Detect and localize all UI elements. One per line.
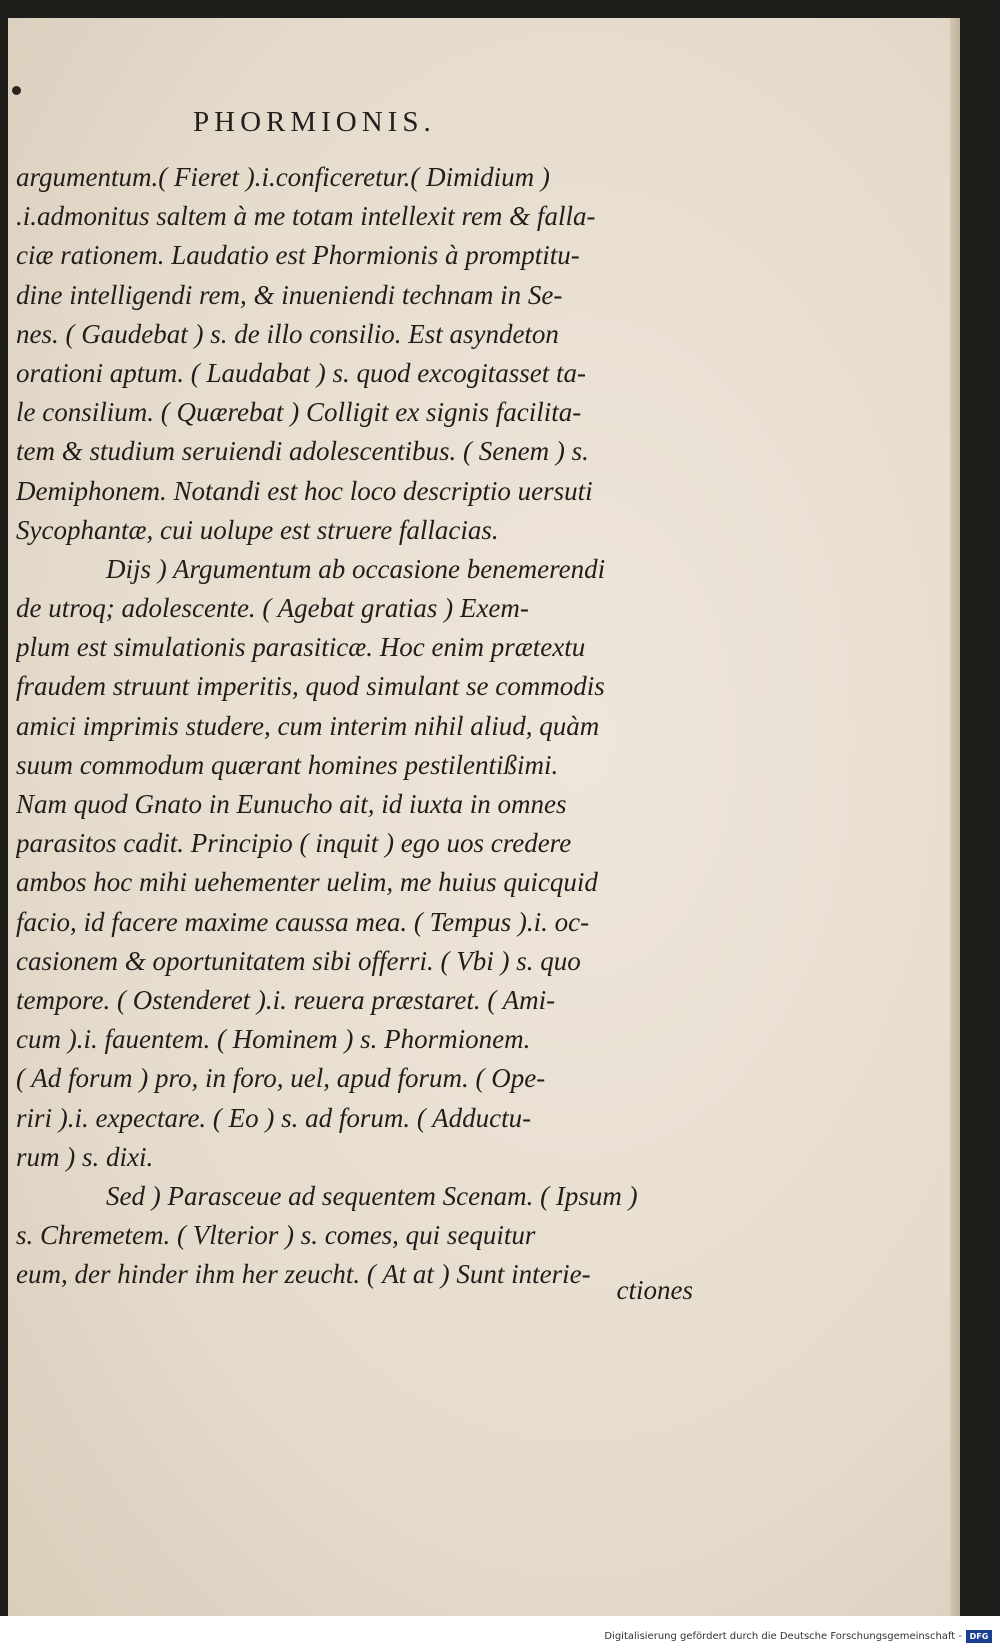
text-line: ciæ rationem. Laudatio est Phormionis à promptitu- [16, 240, 580, 271]
text-line: ambos hoc mihi uehementer uelim, me huius quicquid [16, 867, 598, 898]
text-line: tempore. ( Ostenderet ).i. reuera præstaret. ( Ami- [16, 984, 556, 1015]
text-line: .i.admonitus saltem à me totam intellexit rem & falla- [16, 201, 596, 232]
catchword: ctiones [616, 1275, 693, 1305]
text-line: orationi aptum. ( Laudabat ) s. quod excogitasset ta- [16, 357, 586, 388]
text-line: fraudem struunt imperitis, quod simulant se commodis [16, 671, 605, 702]
running-head: PHORMIONIS. [193, 106, 436, 138]
text-line: cum ).i. fauentem. ( Hominem ) s. Phormionem. [16, 1024, 531, 1055]
text-line: Sed ) Parasceue ad sequentem Scenam. ( Ipsum ) [106, 1180, 638, 1211]
text-line: eum, der hinder ihm her zeucht. ( At at ) Sunt interie- [16, 1259, 591, 1290]
text-line: rum ) s. dixi. [16, 1141, 154, 1172]
text-line: suum commodum quærant homines pestilentißimi. [16, 749, 559, 780]
text-line: Demiphonem. Notandi est hoc loco descriptio uersuti [16, 475, 593, 506]
text-line: ( Ad forum ) pro, in foro, uel, apud forum. ( Ope- [16, 1063, 546, 1094]
text-line: amici imprimis studere, cum interim nihil aliud, quàm [16, 710, 600, 741]
scanned-page [8, 18, 960, 1616]
text-line: Dijs ) Argumentum ab occasione benemerendi [106, 553, 606, 584]
funding-notice: Digitalisierung gefördert durch die Deutsche Forschungsgemeinschaft - [604, 1631, 962, 1642]
page-edge [950, 18, 960, 1616]
text-line: le consilium. ( Quærebat ) Colligit ex signis facilita- [16, 397, 582, 428]
text-line: Sycophantæ, cui uolupe est struere fallacias. [16, 514, 499, 545]
margin-mark [12, 86, 21, 95]
text-line: tem & studium seruiendi adolescentibus. ( Senem ) s. [16, 436, 589, 467]
body-text [16, 158, 696, 1294]
text-line: parasitos cadit. Principio ( inquit ) ego uos credere [16, 828, 572, 859]
footer-bar [0, 1616, 1000, 1649]
text-line: plum est simulationis parasiticæ. Hoc enim prætextu [16, 632, 586, 663]
text-line: casionem & oportunitatem sibi offerri. ( Vbi ) s. quo [16, 945, 581, 976]
text-line: riri ).i. expectare. ( Eo ) s. ad forum. ( Adductu- [16, 1102, 532, 1133]
text-line: nes. ( Gaudebat ) s. de illo consilio. Est asyndeton [16, 318, 559, 349]
dfg-logo: DFG [966, 1630, 992, 1643]
text-line: Nam quod Gnato in Eunucho ait, id iuxta in omnes [16, 789, 567, 819]
text-line: argumentum.( Fieret ).i.conficeretur.( Dimidium ) [16, 162, 550, 192]
text-line: s. Chremetem. ( Vlterior ) s. comes, qui sequitur [16, 1220, 536, 1251]
text-line: de utroq; adolescente. ( Agebat gratias ) Exem- [16, 593, 529, 624]
text-line: dine intelligendi rem, & inueniendi technam in Se- [16, 279, 563, 310]
text-line: facio, id facere maxime caussa mea. ( Tempus ).i. oc- [16, 906, 590, 937]
